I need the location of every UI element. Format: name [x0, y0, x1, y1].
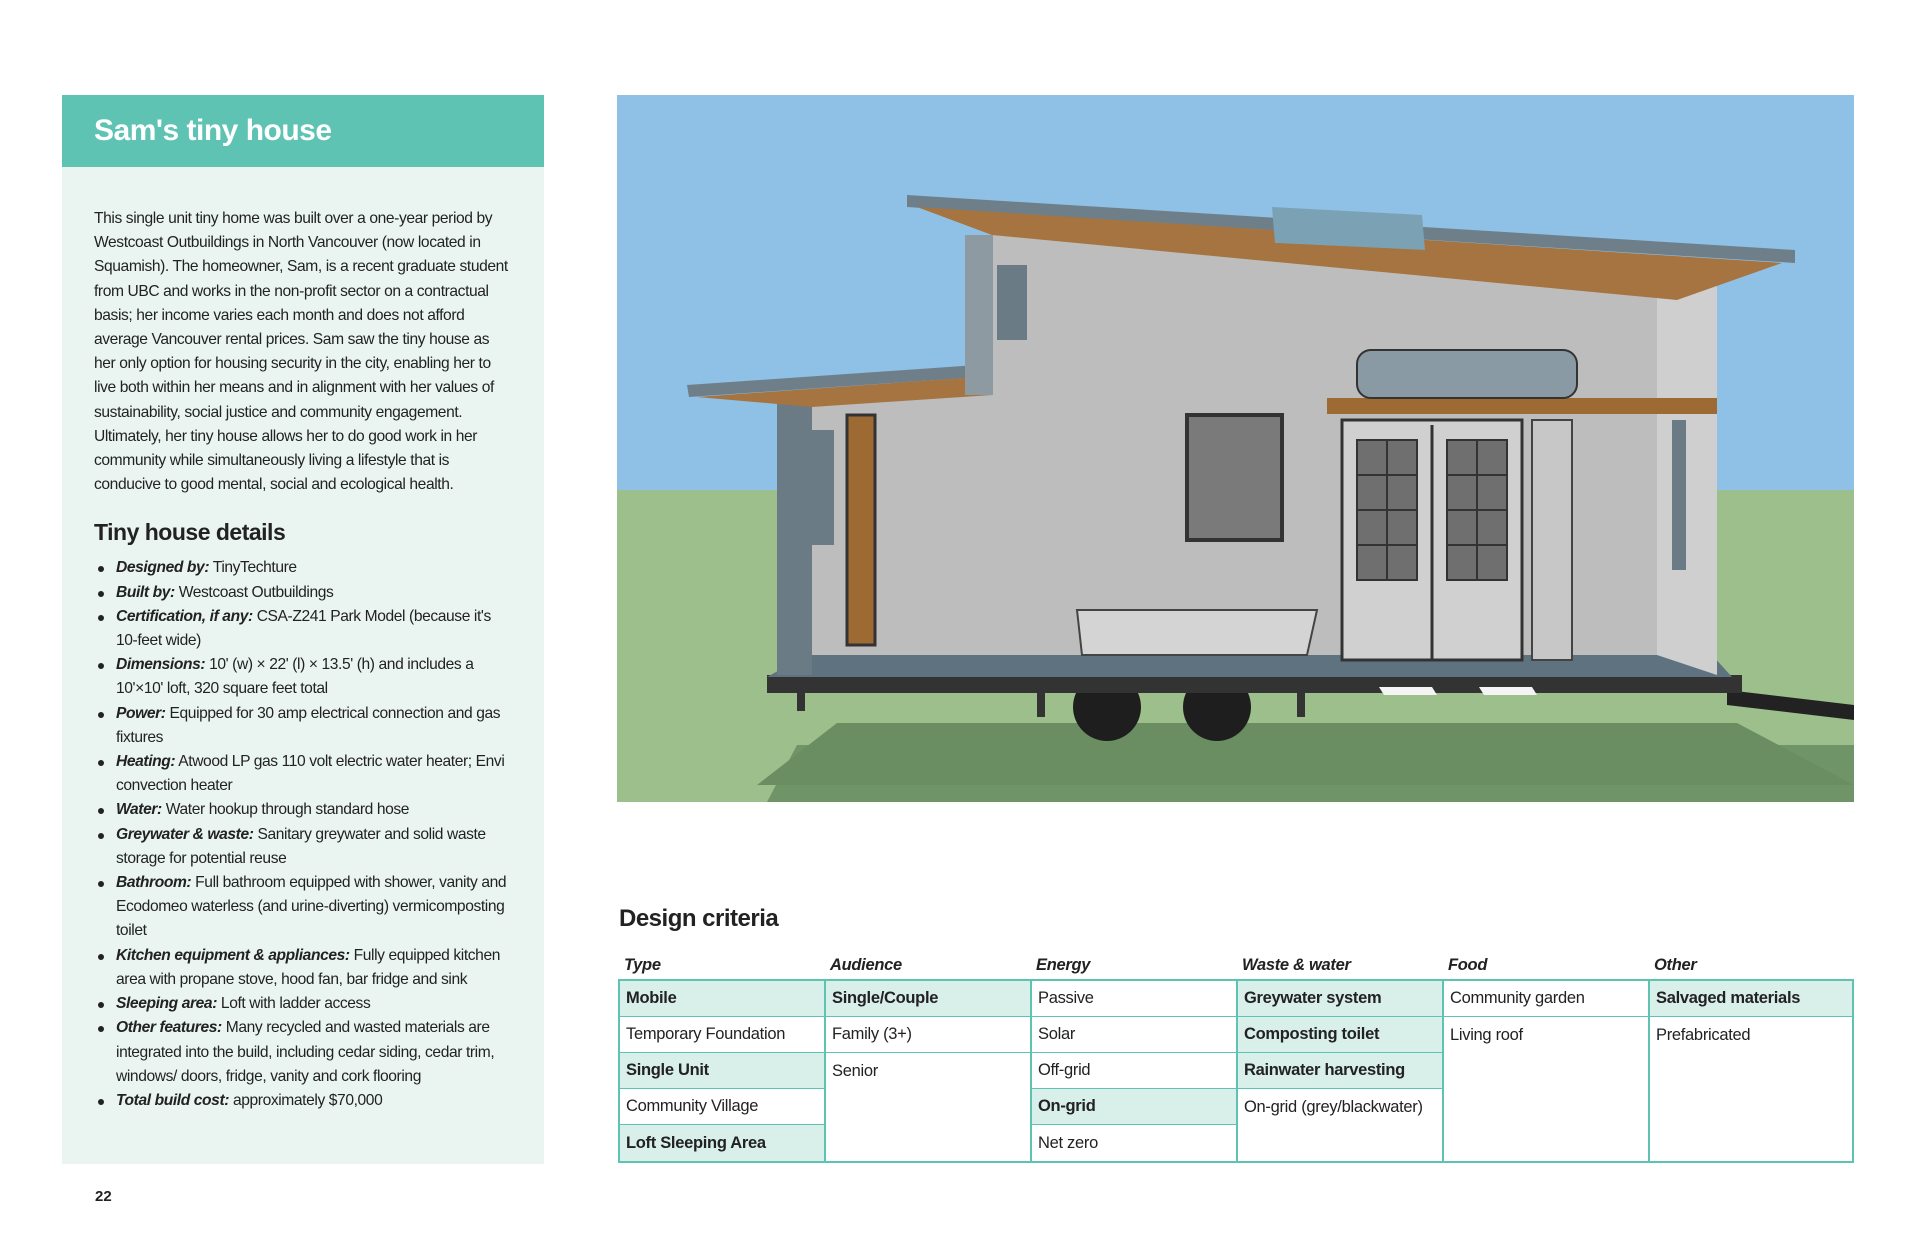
upper-window: [997, 265, 1027, 340]
detail-item: [94, 871, 512, 944]
criteria-cell-selected: Greywater system: [1238, 981, 1442, 1017]
right-window: [1672, 420, 1686, 570]
right-wall: [1657, 275, 1717, 675]
detail-label: Power:: [116, 704, 166, 722]
details-list: [94, 556, 512, 1113]
detail-text: Water hookup through standard hose: [161, 801, 410, 819]
trailer-frame: [767, 675, 1742, 693]
criteria-cell: Community garden: [1444, 981, 1648, 1017]
criteria-cell: Off-grid: [1032, 1053, 1236, 1089]
criteria-column-header: Type: [624, 956, 661, 974]
detail-label: Total build cost:: [116, 1091, 230, 1109]
criteria-cell-selected: Rainwater harvesting: [1238, 1053, 1442, 1089]
detail-label: Certification, if any:: [116, 607, 253, 625]
floor-edge: [767, 655, 1732, 677]
detail-text: Equipped for 30 amp electrical connection and gas fixtures: [116, 704, 501, 746]
detail-text: approximately $70,000: [229, 1091, 383, 1109]
detail-text: Sanitary greywater and solid waste storage for potential reuse: [116, 825, 486, 867]
criteria-cell-selected: Single Unit: [620, 1053, 824, 1089]
criteria-cell-selected: Composting toilet: [1238, 1017, 1442, 1053]
wooden-door: [847, 415, 875, 645]
detail-item: [94, 1089, 512, 1113]
detail-item: [94, 750, 512, 798]
detail-label: Built by:: [116, 583, 175, 601]
detail-text: Many recycled and wasted materials are integrated into the build, including cedar siding, cedar trim, windows/ doors, fridge, vanity and cork flooring: [116, 1019, 495, 1085]
detail-label: Greywater & waste:: [116, 825, 254, 843]
detail-item: [94, 1016, 512, 1089]
details-heading: Tiny house details: [94, 519, 286, 546]
criteria-cell: Net zero: [1038, 1133, 1098, 1152]
main-window: [1187, 415, 1282, 540]
detail-label: Sleeping area:: [116, 995, 217, 1013]
page-title: Sam's tiny house: [94, 114, 332, 147]
detail-label: Dimensions:: [116, 656, 206, 674]
detail-text: CSA-Z241 Park Model (because it's 10-feet wide): [116, 607, 491, 650]
criteria-column-header: Other: [1654, 956, 1697, 974]
house-shadow-dark: [757, 723, 1854, 785]
criteria-cell: Passive: [1032, 981, 1236, 1017]
detail-item: [94, 944, 512, 992]
criteria-cell: On-grid (grey/blackwater): [1244, 1097, 1423, 1116]
tiny-house-illustration: [617, 95, 1854, 802]
detail-text: 10' (w) × 22' (l) × 13.5' (h) and includes a 10'×10' loft, 320 square feet total: [116, 656, 474, 698]
detail-text: Fully equipped kitchen area with propane stove, hood fan, bar fridge and sink: [116, 946, 500, 988]
criteria-column: [1030, 953, 1236, 1163]
loft-shelf: [1327, 398, 1717, 414]
criteria-column-header: Waste & water: [1242, 956, 1351, 974]
criteria-column-body: [1030, 979, 1236, 1163]
criteria-cell-selected: Salvaged materials: [1650, 981, 1852, 1017]
criteria-column-header: Energy: [1036, 956, 1091, 974]
criteria-column: [1442, 953, 1648, 1163]
side-window: [812, 430, 834, 545]
detail-item: [94, 556, 512, 580]
lower-left-wall: [812, 385, 992, 655]
detail-item: [94, 798, 512, 822]
bench: [1077, 610, 1317, 655]
partition: [1532, 420, 1572, 660]
page-number: 22: [95, 1188, 112, 1205]
criteria-cell-selected: Single/Couple: [826, 981, 1030, 1017]
criteria-column-header: Audience: [830, 956, 902, 974]
criteria-cell: Family (3+): [826, 1017, 1030, 1053]
detail-label: Kitchen equipment & appliances:: [116, 946, 350, 964]
detail-text: Full bathroom equipped with shower, vanity and Ecodomeo waterless (and urine-diverting) vermicomposting toilet: [116, 874, 507, 940]
detail-label: Designed by:: [116, 559, 210, 577]
detail-item: [94, 653, 512, 701]
detail-item: [94, 605, 512, 653]
detail-text: Atwood LP gas 110 volt electric water heater; Envi convection heater: [116, 753, 505, 795]
criteria-column: [1236, 953, 1442, 1163]
detail-item: [94, 581, 512, 605]
detail-text: Westcoast Outbuildings: [174, 583, 334, 601]
detail-item: [94, 702, 512, 750]
detail-label: Heating:: [116, 753, 176, 771]
criteria-column: [1648, 953, 1854, 1163]
mattress: [1357, 350, 1577, 398]
criteria-cell-selected: Loft Sleeping Area: [620, 1125, 824, 1161]
detail-text: Loft with ladder access: [217, 995, 371, 1013]
detail-label: Bathroom:: [116, 874, 192, 892]
design-criteria-heading: Design criteria: [619, 905, 779, 932]
detail-text: TinyTechture: [209, 559, 297, 577]
detail-label: Water:: [116, 801, 162, 819]
detail-item: [94, 992, 512, 1016]
detail-label: Other features:: [116, 1019, 222, 1037]
criteria-cell: Temporary Foundation: [620, 1017, 824, 1053]
design-criteria-table: [618, 953, 1854, 1163]
criteria-column-body: [1648, 979, 1854, 1163]
sidebar-header: [62, 95, 544, 167]
criteria-cell: Community Village: [620, 1089, 824, 1125]
criteria-column-body: [618, 979, 824, 1163]
sidebar-body: [62, 167, 544, 1113]
detail-item: [94, 823, 512, 871]
criteria-column-header: Food: [1448, 956, 1488, 974]
criteria-cell-selected: Mobile: [620, 981, 824, 1017]
criteria-column-body: [824, 979, 1030, 1163]
info-sidebar: [62, 95, 544, 1164]
intro-paragraph: This single unit tiny home was built over a one-year period by Westcoast Outbuildings in North Vancouver (now located in Squamish). The homeowner, Sam, is a recent graduate student from UBC and works in the non-profit sector on a contractual basis; her income varies each month and does not afford average Vancouver rental prices. Sam saw the tiny house as her only option for housing security in the city, enabling her to live both within her means and in alignment with her values of sustainability, social justice and community engagement. Ultimately, her tiny house allows her to do good work in her community while simultaneously living a lifestyle that is conducive to good mental, social and ecological health.: [94, 210, 508, 494]
criteria-cell: Solar: [1032, 1017, 1236, 1053]
tiny-house-drawing: [617, 95, 1854, 802]
criteria-cell: Prefabricated: [1656, 1025, 1751, 1044]
criteria-column-body: [1442, 979, 1648, 1163]
criteria-column-body: [1236, 979, 1442, 1163]
criteria-cell-selected: On-grid: [1032, 1089, 1236, 1125]
criteria-cell: Senior: [832, 1061, 878, 1080]
criteria-column: [824, 953, 1030, 1163]
criteria-column: [618, 953, 824, 1163]
left-wall-edge: [777, 395, 812, 675]
criteria-cell: Living roof: [1450, 1025, 1523, 1044]
